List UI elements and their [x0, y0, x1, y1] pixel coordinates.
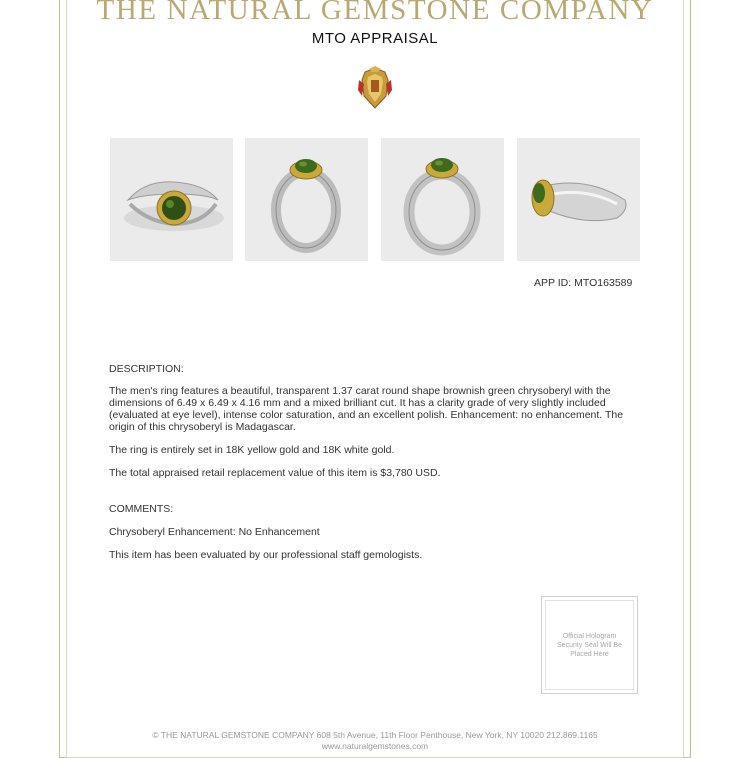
hologram-seal-box [545, 600, 634, 690]
comments-heading: COMMENTS: [109, 503, 174, 515]
ring-photo-3 [381, 138, 504, 261]
hologram-seal-text: Official Hologram Security Seal Will Be Placed Here [557, 632, 622, 658]
ring-photo-4 [517, 138, 640, 261]
company-name: THE NATURAL GEMSTONE COMPANY [96, 0, 654, 26]
ring-photo-2 [245, 138, 368, 261]
appraisal-id-label: APP ID: [534, 277, 572, 289]
document-title: MTO APPRAISAL [311, 30, 439, 47]
description-paragraph: The total appraised retail replacement value of this item is $3,780 USD. [109, 467, 441, 479]
comment-paragraph: This item has been evaluated by our professional staff gemologists. [109, 549, 423, 561]
appraisal-id-value: MTO163589 [574, 277, 633, 289]
hologram-seal-placeholder [541, 596, 638, 694]
comment-paragraph: Chrysoberyl Enhancement: No Enhancement [109, 526, 320, 538]
description-paragraph: The men's ring features a beautiful, transparent 1.37 carat round shape brownish green chrysoberyl with the dimensions of 6.49 x 6.49 x 4.16 mm and a mixed brilliant cut. It has a clarity grade of very slightly included (evaluated at eye level), intense color saturation, and an excellent polish. Enhancement: no enhancement. The origin of this chrysoberyl is Madagascar. [109, 385, 624, 433]
appraisal-id [534, 277, 635, 289]
footer-website: www.naturalgemstones.com [321, 741, 429, 751]
crest-emblem-icon [355, 66, 395, 110]
footer-address: © THE NATURAL GEMSTONE COMPANY 608 5th Avenue, 11th Floor Penthouse, New York, NY 10020 212.869.1165 [152, 730, 598, 740]
description-paragraph: The ring is entirely set in 18K yellow gold and 18K white gold. [109, 444, 395, 456]
description-heading: DESCRIPTION: [109, 363, 184, 375]
ring-photo-1 [110, 138, 233, 261]
